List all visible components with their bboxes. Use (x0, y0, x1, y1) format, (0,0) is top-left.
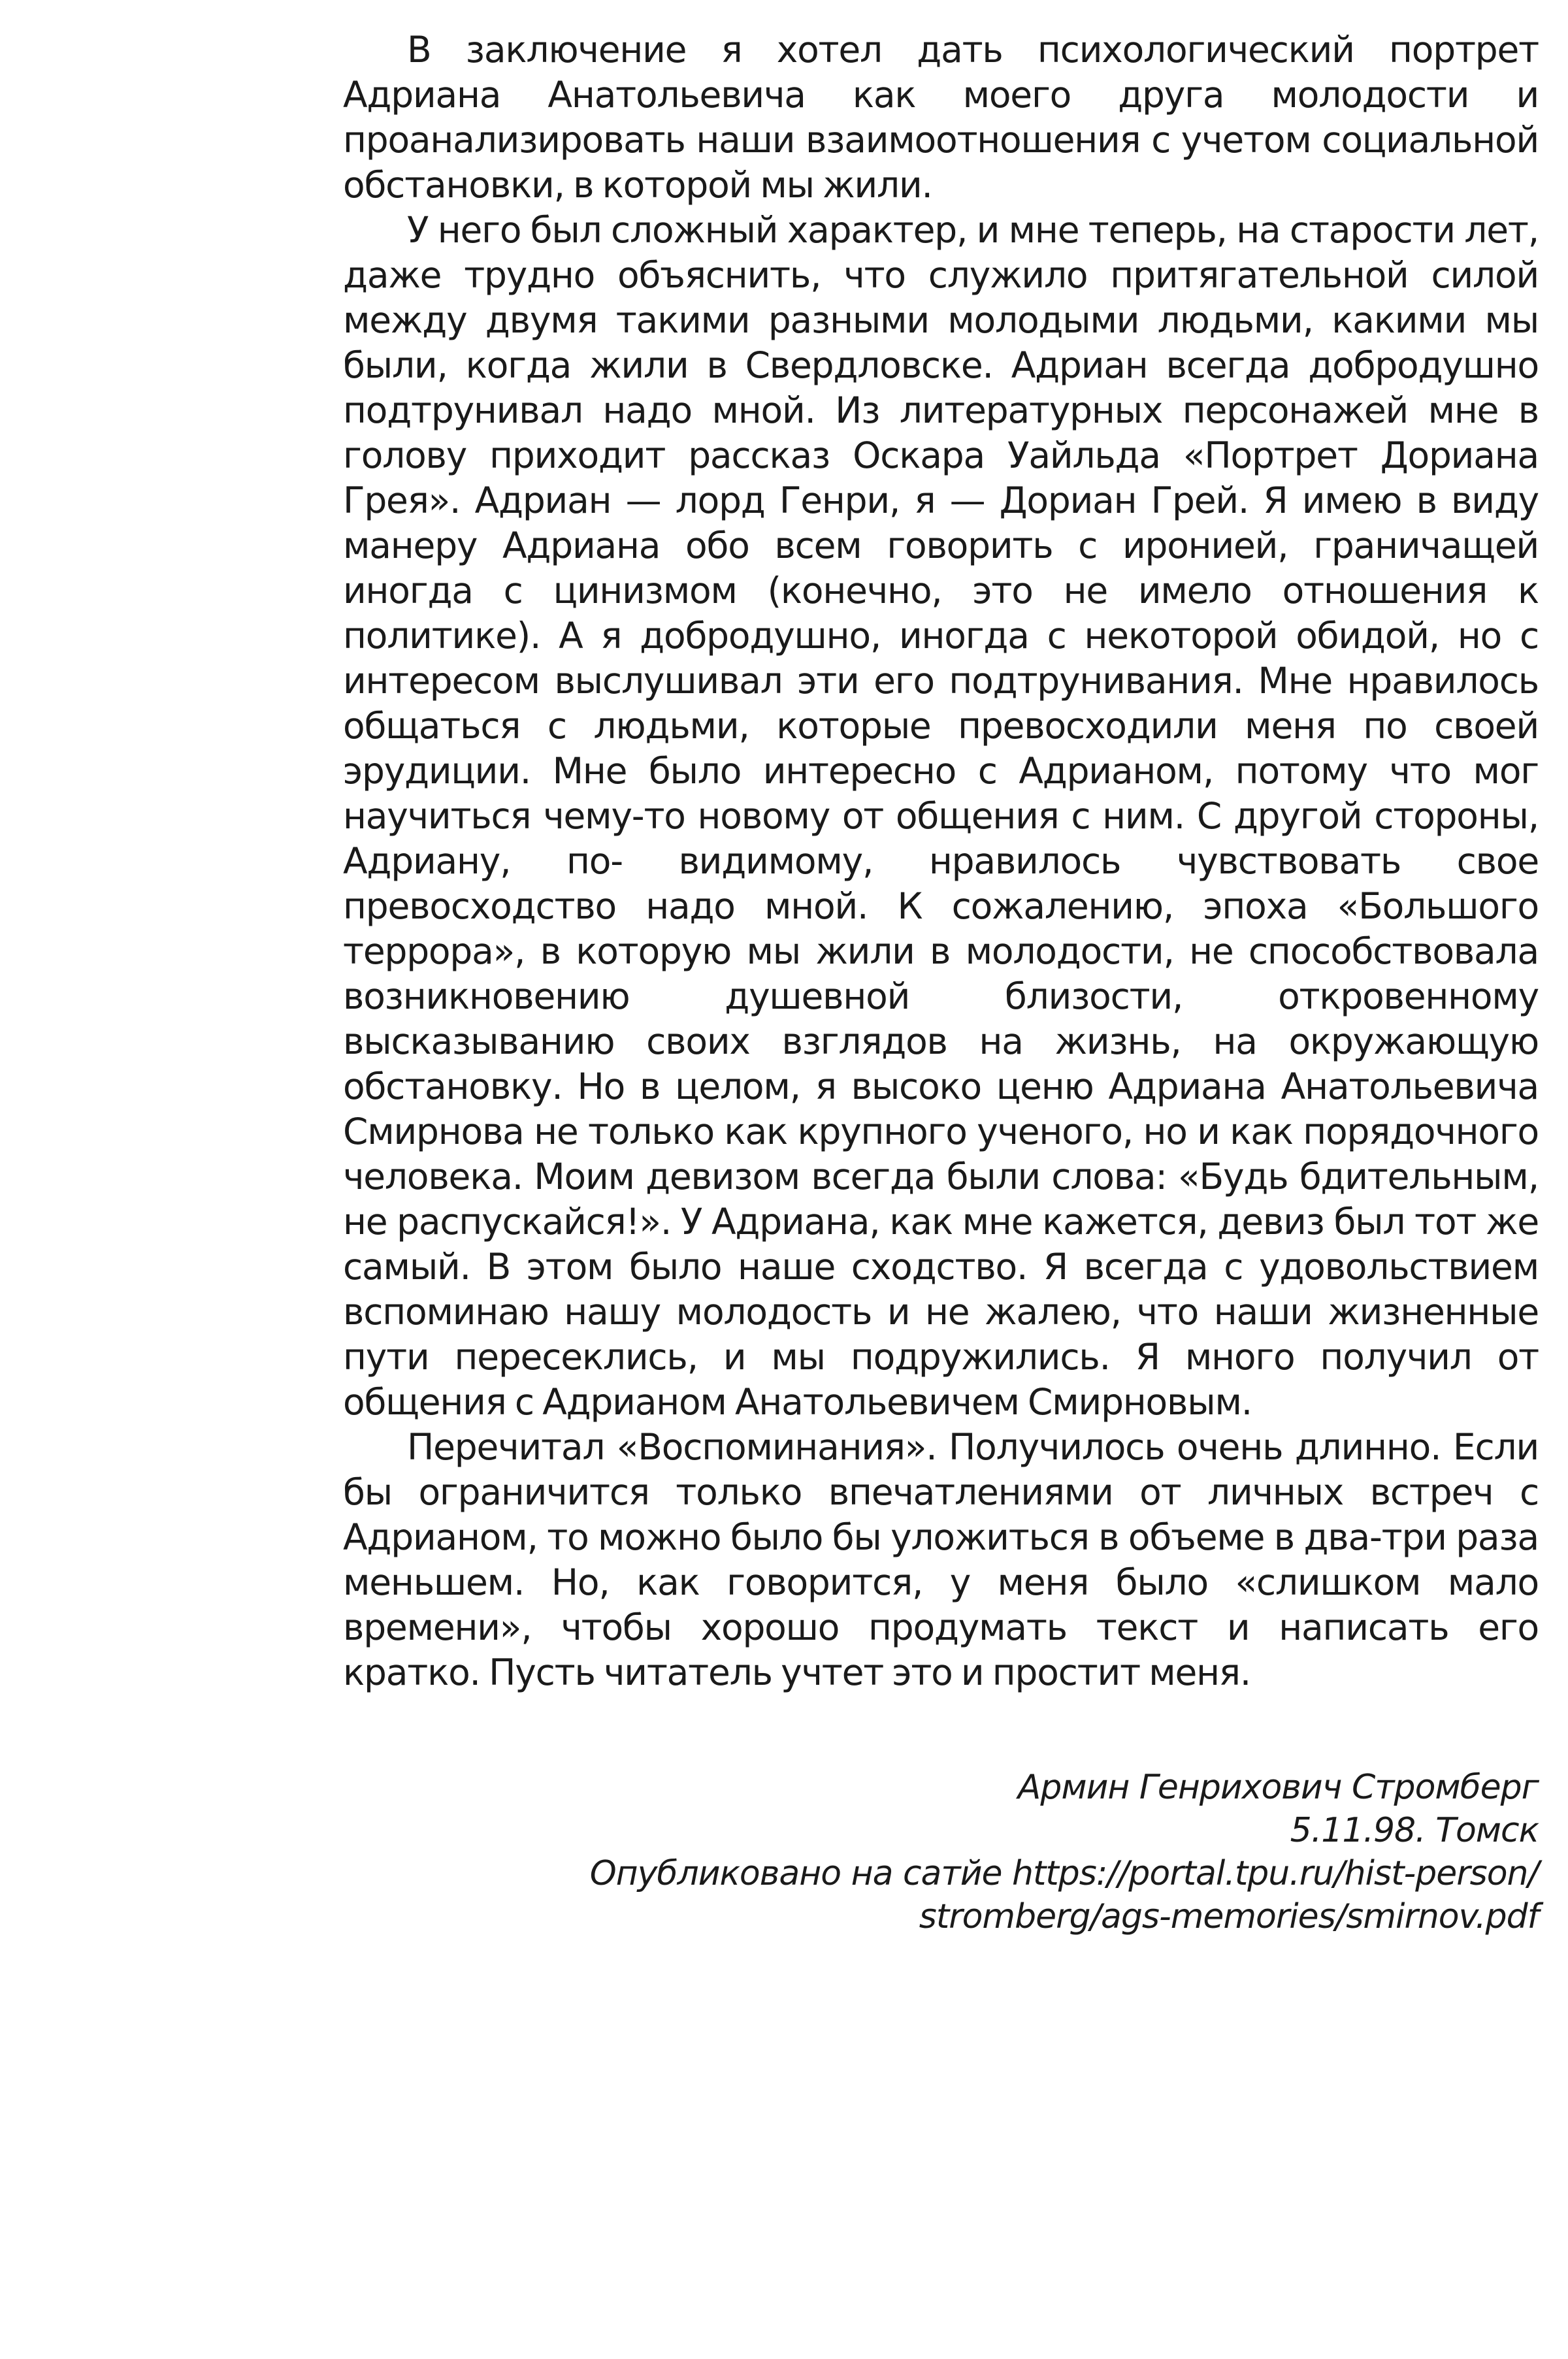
document-page (343, 27, 1539, 1938)
paragraph-intro: В заключение я хотел дать психологический портрет Адриана Анатольевича как моего друга молодости и проанализировать наши взаимоотношения с учетом социальной обстановки, в которой мы жили. (343, 29, 1539, 206)
publication-source-line-2: stromberg/ags-memories/smirnov.pdf (919, 1897, 1539, 1936)
signature-date-place: 5.11.98. Томск (1290, 1811, 1539, 1850)
signature-block (343, 1766, 1539, 1938)
signature-author: Армин Генрихович Стромберг (1017, 1768, 1539, 1807)
publication-source-line-1: Опубликовано на сатйе https://portal.tpu.ru/hist-person/ (589, 1854, 1539, 1893)
paragraph-afterword: Перечитал «Воспоминания». Получилось очень длинно. Если бы ограничится только впечатлениями от личных встреч с Адрианом, то можно было бы уложиться в объеме в два-три раза меньшем. Но, как говорится, у меня было «слишком мало времени», чтобы хорошо продумать текст и написать его кратко. Пусть читатель учтет это и простит меня. (343, 1426, 1539, 1693)
paragraph-character: У него был сложный характер, и мне теперь, на старости лет, даже трудно объяснить, что служило притягательной силой между двумя такими разными молодыми людьми, какими мы были, когда жили в Свердловске. Адриан всегда добродушно подтрунивал надо мной. Из литературных персонажей мне в голову приходит рассказ Оскара Уайльда «Портрет Дориана Грея». Адриан — лорд Генри, я — Дориан Грей. Я имею в виду манеру Адриана обо всем говорить с иронией, граничащей иногда с цинизмом (конечно, это не имело отношения к политике). А я добродушно, иногда с некоторой обидой, но с интересом выслушивал эти его подтрунивания. Мне нравилось общаться с людьми, которые превосходили меня по своей эрудиции. Мне было интересно с Адрианом, потому что мог научиться чему-то новому от общения с ним. С другой стороны, Адриану, по- видимому, нравилось чувствовать свое превосходство надо мной. К сожалению, эпоха «Большого террора», в которую мы жили в молодости, не способствовала возникновению душевной близости, откровенному высказыванию своих взглядов на жизнь, на окружающую обстановку. Но в целом, я высоко ценю Адриана Анатольевича Смирнова не только как крупного ученого, но и как порядочного человека. Моим девизом всегда были слова: «Будь бдительным, не распускайся!». У Адриана, как мне кажется, девиз был тот же самый. В этом было наше сходство. Я всегда с удовольствием вспоминаю нашу молодость и не жалею, что наши жизненные пути пересеклись, и мы подружились. Я много получил от общения с Адрианом Анатольевичем Смирновым. (343, 209, 1539, 1423)
